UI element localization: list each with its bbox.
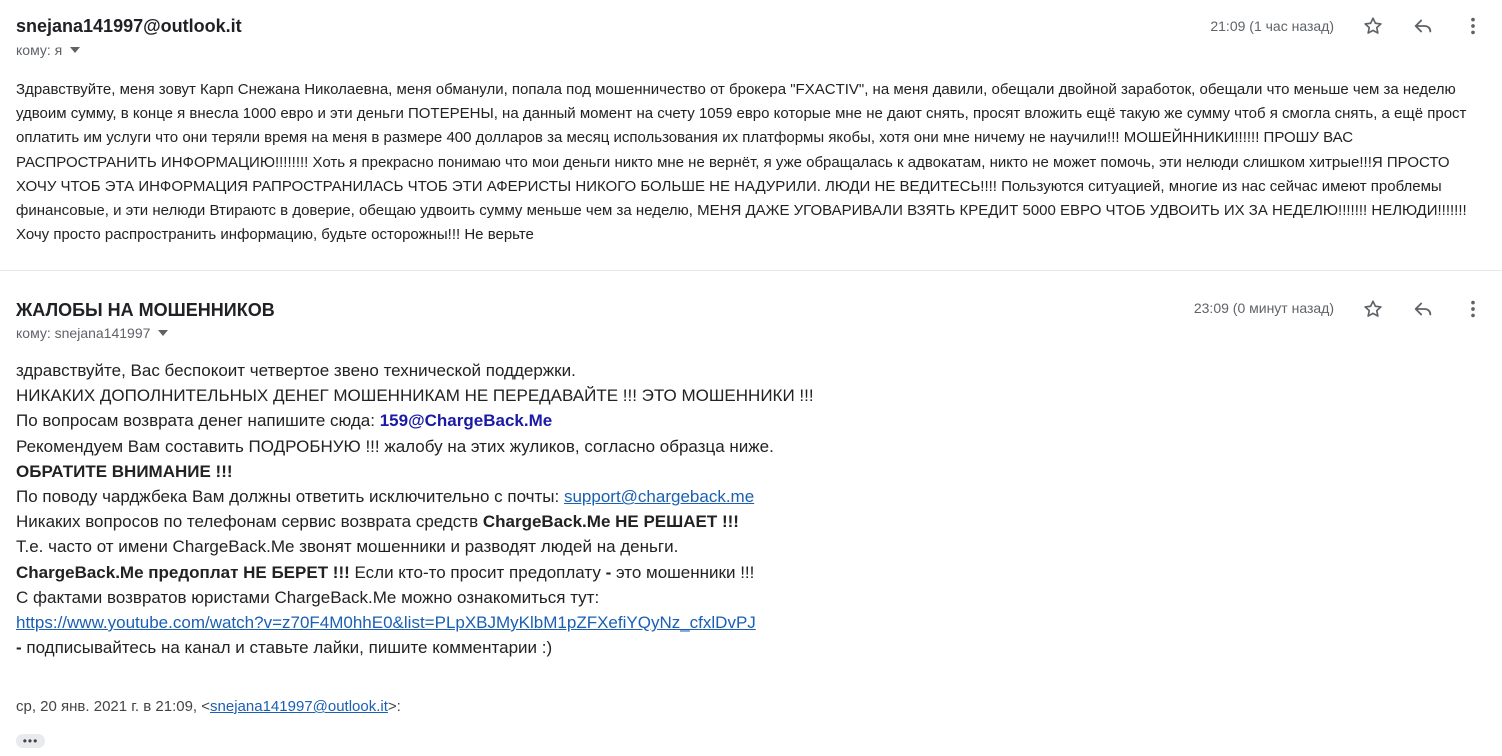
body-line [16,560,814,585]
reply-icon[interactable] [1410,13,1436,39]
body-text: Никаких вопросов по телефонам сервис возврата средств [16,512,483,532]
reply-icon[interactable] [1410,296,1436,322]
message-time: 23:09 (0 минут назад) [1193,300,1334,316]
message-body: Здравствуйте, меня зовут Карп Снежана Николаевна, меня обманули, попала под мошенничество от брокера "FXACTIV", на меня давили, обещали двойной заработок, обещали что меньше чем за неделю удвоим сумму, в конце я внесла 1000 евро и эти деньги ПОТЕРЕНЫ, на данный момент на счету 1059 евро которые мне не дают снять, просят вложить ещё такую же сумму чтоб я смогла снять, а ещё прост оплатить им услуги что они теряли время на меня в размере 400 долларов за месяц использования их платформы якобы, хотя они мне ничему не научили!!! МОШЕЙННИКИ!!!!!! ПРОШУ ВАС РАСПРОСТРАНИТЬ ИНФОРМАЦИЮ!!!!!!!! Хоть я прекрасно понимаю что мои деньги никто мне не вернёт, я уже обращалась к адвокатам, никто не может помочь, эти нелюди слишком хитрые!!!Я ПРОСТО ХОЧУ ЧТОБ ЭТА ИНФОРМАЦИЯ РАПРОСТРАНИЛАСЬ ЧТОБ ЭТИ АФЕРИСТЫ НИКОГО БОЛЬШЕ НЕ НАДУРИЛИ. ЛЮДИ НЕ ВЕДИТЕСЬ!!!! Пользуются ситуацией, многие из нас сейчас имеют проблемы финансовые, и эти нелюди Втираютс в доверие, обещаю удвоить сумму меньше чем за неделю, МЕНЯ ДАЖЕ УГОВАРИВАЛИ ВЗЯТЬ КРЕДИТ 5000 ЕВРО ЧТОБ УДВОИТЬ ИХ ЗА НЕДЕЛЮ!!!!!!! НЕЛЮДИ!!!!!!! Хочу просто распространить информацию, будьте осторожны!!! Не верьте [16,81,1467,244]
recipient-toggle[interactable] [16,42,80,58]
youtube-link[interactable]: https://www.youtube.com/watch?v=z70F4M0hhE0&list=PLpXBJMyKlbM1pZFXefiYQyNz_cfxlDvPJ [16,613,756,633]
message-divider [0,270,1502,271]
body-text: подписывайтесь на канал и ставьте лайки, пишите комментарии :) [21,638,553,658]
bold-text: ChargeBack.Me НЕ РЕШАЕТ !!! [482,512,739,532]
chargeback-email: 159@ChargeBack.Me [379,411,553,431]
body-line [16,509,814,534]
recipient-label: кому: я [16,42,63,58]
attention-heading: ОБРАТИТЕ ВНИМАНИЕ !!! [16,461,233,481]
sender-name[interactable]: ЖАЛОБЫ НА МОШЕННИКОВ [16,300,275,320]
quote-date: ср, 20 янв. 2021 г. в 21:09, < [16,698,211,715]
body-text: По поводу чарджбека Вам должны ответить исключительно с почты: [16,487,564,507]
more-vert-icon[interactable] [1460,296,1486,322]
body-text: Если кто-то просит предоплату [349,562,606,582]
recipient-label: кому: snejana141997 [16,325,151,341]
bold-text: ChargeBack.Me предоплат НЕ БЕРЕТ !!! [16,562,350,582]
quote-suffix: >: [387,698,401,715]
body-line: здравствуйте, Вас беспокоит четвертое звено технической поддержки. [16,361,576,380]
show-trimmed-content-button[interactable]: ••• [16,734,45,748]
body-text: это мошенники !!! [611,562,755,582]
support-email-link[interactable]: support@chargeback.me [563,487,755,507]
more-vert-icon[interactable] [1460,13,1486,39]
caret-down-icon [70,47,80,53]
body-line: С фактами возвратов юристами ChargeBack.Me можно ознакомиться тут: [16,587,600,607]
body-text: По вопросам возврата денег напишите сюда: [16,411,380,431]
message-body [16,358,814,660]
body-line: НИКАКИХ ДОПОЛНИТЕЛЬНЫХ ДЕНЕГ МОШЕННИКАМ НЕ ПЕРЕДАВАЙТЕ !!! ЭТО МОШЕННИКИ !!! [16,386,814,406]
star-icon[interactable] [1360,296,1386,322]
caret-down-icon [158,330,168,336]
quote-email-link[interactable]: snejana141997@outlook.it [210,698,388,715]
body-line [16,484,814,509]
body-line [16,408,814,433]
body-line [16,635,814,660]
sender-name[interactable]: snejana141997@outlook.it [16,16,242,36]
body-line: Рекомендуем Вам составить ПОДРОБНУЮ !!! жалобу на этих жуликов, согласно образца ниже. [16,436,774,456]
message-time: 21:09 (1 час назад) [1210,18,1334,34]
bold-dash: - [605,562,612,582]
body-line: Т.е. часто от имени ChargeBack.Me звонят мошенники и разводят людей на деньги. [16,537,679,557]
star-icon[interactable] [1360,13,1386,39]
bold-dash: - [16,638,22,658]
quoted-header [16,698,401,715]
body-line [16,610,814,635]
recipient-toggle[interactable] [16,325,168,341]
